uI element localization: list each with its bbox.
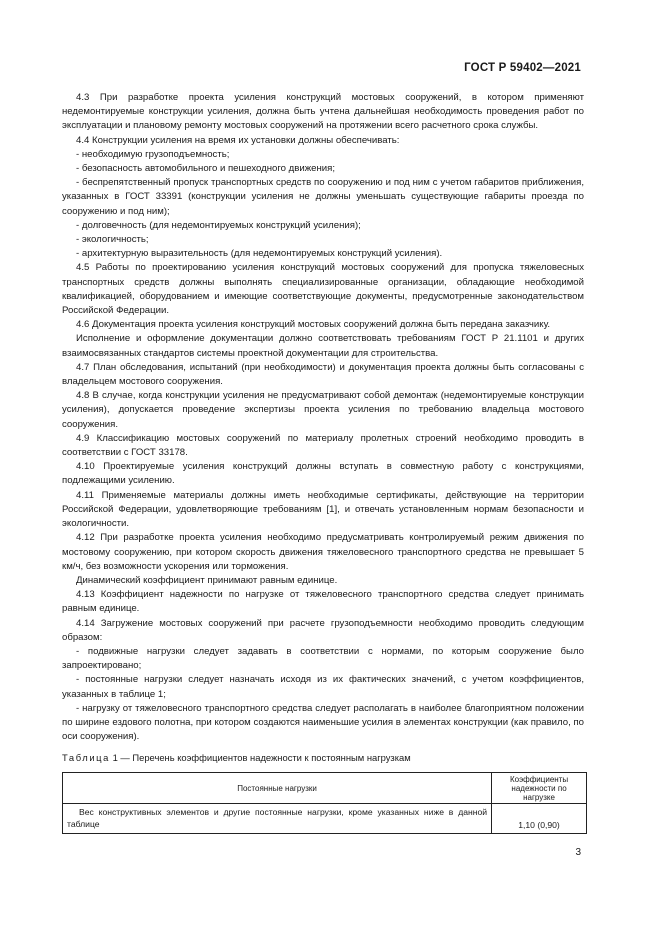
paragraph-4-10: 4.10 Проектируемые усиления конструкций должны вступать в совместную работу с конструкциями, подлежащими усилению. (62, 461, 584, 487)
list-item: - безопасность автомобильного и пешеходного движения; (76, 163, 335, 175)
header-loads: Постоянные нагрузки (63, 773, 492, 804)
list-item: - подвижные нагрузки следует задавать в соответствии с нормами, по которым сооружение было запроектировано; (62, 645, 584, 672)
paragraph-4-8: 4.8 В случае, когда конструкции усиления не предусматривают собой демонтаж (недемонтируемые конструкции усиления), допускается проведение экспертизы проекта усиления по требованию владельца мостового сооружения. (62, 390, 584, 430)
table-header-row (63, 773, 587, 804)
paragraph-4-12: 4.12 При разработке проекта усиления необходимо предусматривать контролируемый режим движения по мостовому сооружению, при котором скорость движения тяжеловесного транспортного средства не превышает 5 км/ч, без возможности ускорения или торможения. (62, 532, 584, 572)
paragraph-4-14: 4.14 Загружение мостовых сооружений при расчете грузоподъемности необходимо проводить следующим образом: (62, 617, 584, 643)
table-caption-text: 1 — Перечень коэффициентов надежности к постоянным нагрузкам (112, 752, 411, 763)
list-item: - экологичность; (76, 234, 149, 246)
standard-header: ГОСТ Р 59402—2021 (464, 62, 581, 74)
paragraph-4-5: 4.5 Работы по проектированию усиления конструкций мостовых сооружений для пропуска тяжеловесных транспортных средств должны выполнять специализированные организации, обладающие необходимой квалификацией, оборудованием и имеющие соответствующие документы, предусмотренные законодательством Российской Федерации. (62, 262, 584, 317)
table-caption-label: Таблица (62, 752, 110, 763)
paragraph-4-11: 4.11 Применяемые материалы должны иметь необходимые сертификаты, действующие на территории Российской Федерации, удовлетворяющие требованиям [1], и отвечать установленным нормам безопасности и экологичности. (62, 489, 584, 530)
paragraph-4-6: 4.6 Документация проекта усиления конструкций мостовых сооружений должна быть передана заказчику. (76, 319, 551, 331)
cell-load: Вес конструктивных элементов и другие постоянные нагрузки, кроме указанных ниже в данной таблице (63, 804, 492, 834)
list-item: - долговечность (для недемонтируемых конструкций усиления); (76, 219, 361, 231)
list-item: - архитектурную выразительность (для недемонтируемых конструкций усиления). (76, 248, 443, 260)
header-coefficients: Коэффициенты надежности по нагрузке (492, 773, 587, 804)
paragraph-4-9: 4.9 Классификацию мостовых сооружений по материалу пролетных строений необходимо проводить в соответствии с ГОСТ 33178. (62, 432, 584, 459)
page-number: 3 (575, 847, 581, 858)
list-item: - постоянные нагрузки следует назначать исходя из их фактических значений, с учетом коэффициентов, указанных в таблице 1; (62, 674, 584, 700)
paragraph-4-3: 4.3 При разработке проекта усиления конструкций мостовых сооружений, в котором применяют недемонтируемые конструкции усиления, должна быть учтена дальнейшая необходимость проведения работ по эксплуатации и плановому ремонту мостовых сооружений на протяжении всего расчетного срока службы. (62, 92, 584, 132)
table-caption (62, 752, 602, 763)
paragraph-4-6-cont: Исполнение и оформление документации должно соответствовать требованиям ГОСТ Р 21.1101 и других взаимосвязанных стандартов системы проектной документации для строительства. (62, 333, 584, 359)
coefficients-table (62, 772, 587, 834)
list-item: - нагрузку от тяжеловесного транспортного средства следует располагать в наиболее благоприятном положении по ширине ездового полотна, при котором создаются наименьшие усилия в элементах конструкции (как правило, по оси сооружения). (62, 702, 584, 743)
paragraph-4-13: 4.13 Коэффициент надежности по нагрузке от тяжеловесного транспортного средства следует принимать равным единице. (62, 589, 584, 615)
table-row (63, 804, 587, 834)
paragraph-4-7: 4.7 План обследования, испытаний (при необходимости) и документация проекта должны быть согласованы с владельцем мостового сооружения. (62, 361, 584, 388)
body-text (62, 91, 584, 744)
paragraph-4-12-cont: Динамический коэффициент принимают равным единице. (76, 574, 338, 586)
paragraph-4-4: 4.4 Конструкции усиления на время их установки должны обеспечивать: (76, 134, 400, 146)
list-item: - беспрепятственный пропуск транспортных средств по сооружению и под ним с учетом габаритов приближения, указанных в ГОСТ 33391 (конструкции усиления не должны уменьшать существующие габариты проезда по сооружению и под ним); (62, 177, 584, 217)
list-item: - необходимую грузоподъемность; (76, 148, 230, 160)
cell-coefficient: 1,10 (0,90) (492, 804, 587, 834)
